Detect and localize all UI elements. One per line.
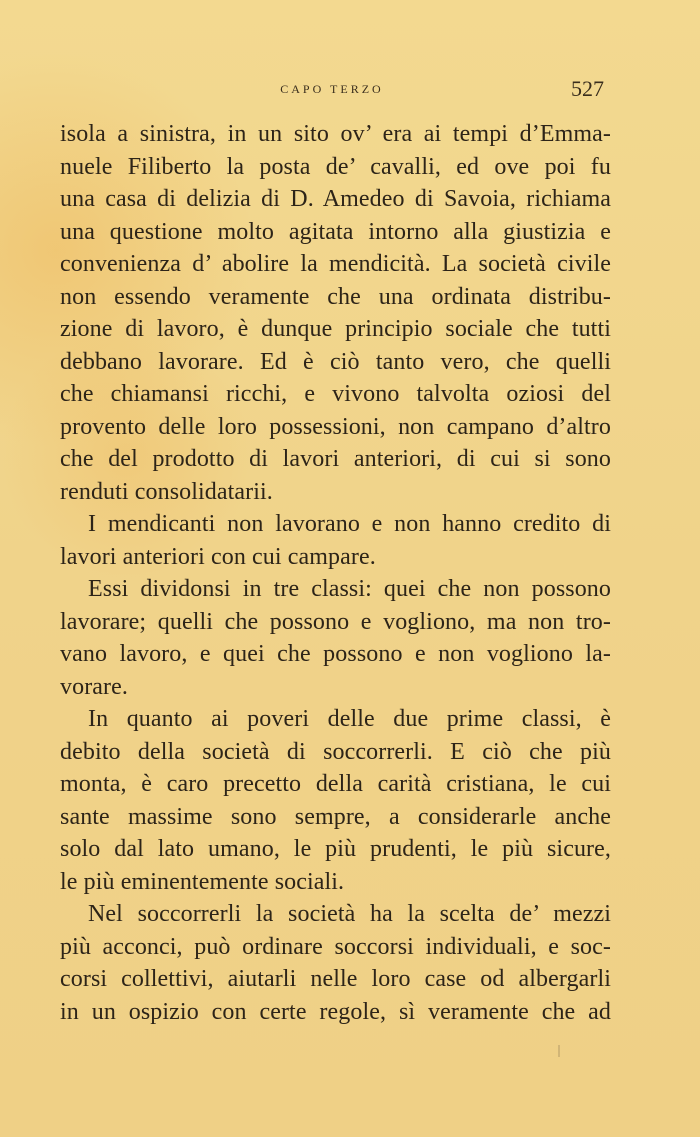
page-number: 527 — [571, 76, 604, 101]
text-line: solo dal lato umano, le più prudenti, le più sicure, — [60, 836, 611, 862]
text-line: Essi dividonsi in tre classi: quei che non possono — [88, 576, 611, 602]
scan-mark — [558, 1045, 560, 1057]
text-line: monta, è caro precetto della carità cristiana, le cui — [60, 771, 611, 797]
text-line: non essendo veramente che una ordinata distribu- — [60, 283, 611, 310]
text-line: che chiamansi ricchi, e vivono talvolta oziosi del — [60, 381, 611, 407]
text-line: in un ospizio con certe regole, sì veramente che ad — [60, 998, 611, 1025]
page-header — [60, 76, 604, 104]
text-line: zione di lavoro, è dunque principio sociale che tutti — [60, 316, 611, 342]
text-line: le più eminentemente sociali. — [60, 868, 345, 895]
text-line: In quanto ai poveri delle due prime classi, è — [88, 706, 611, 732]
running-title: CAPO TERZO — [280, 82, 384, 96]
text-line: debito della società di soccorrerli. E ciò che più — [60, 738, 611, 765]
text-line: convenienza d’ abolire la mendicità. La società civile — [60, 251, 611, 277]
text-line: I mendicanti non lavorano e non hanno credito di — [88, 511, 611, 537]
text-line: lavorare; quelli che possono e vogliono, ma non tro- — [60, 608, 611, 635]
body-text — [60, 118, 611, 1028]
text-line: una questione molto agitata intorno alla giustizia e — [60, 218, 611, 245]
text-line: vano lavoro, e quei che possono e non vogliono la- — [60, 641, 611, 667]
text-line: isola a sinistra, in un sito ov’ era ai tempi d’Emma- — [60, 121, 611, 147]
text-line: più acconci, può ordinare soccorsi individuali, e soc- — [60, 933, 611, 960]
text-line: provento delle loro possessioni, non campano d’altro — [60, 413, 611, 440]
text-line: una casa di delizia di D. Amedeo di Savoia, richiama — [60, 186, 611, 212]
text-line: che del prodotto di lavori anteriori, di cui si sono — [60, 446, 611, 472]
text-line: corsi collettivi, aiutarli nelle loro case od albergarli — [60, 966, 611, 992]
text-line: debbano lavorare. Ed è ciò tanto vero, che quelli — [60, 348, 611, 375]
text-line: sante massime sono sempre, a considerarle anche — [60, 803, 611, 830]
text-line: vorare. — [60, 673, 128, 700]
text-line: Nel soccorrerli la società ha la scelta de’ mezzi — [88, 901, 611, 927]
text-line: nuele Filiberto la posta de’ cavalli, ed ove poi fu — [60, 153, 611, 180]
text-line: renduti consolidatarii. — [60, 478, 273, 505]
text-line: lavori anteriori con cui campare. — [60, 543, 376, 570]
